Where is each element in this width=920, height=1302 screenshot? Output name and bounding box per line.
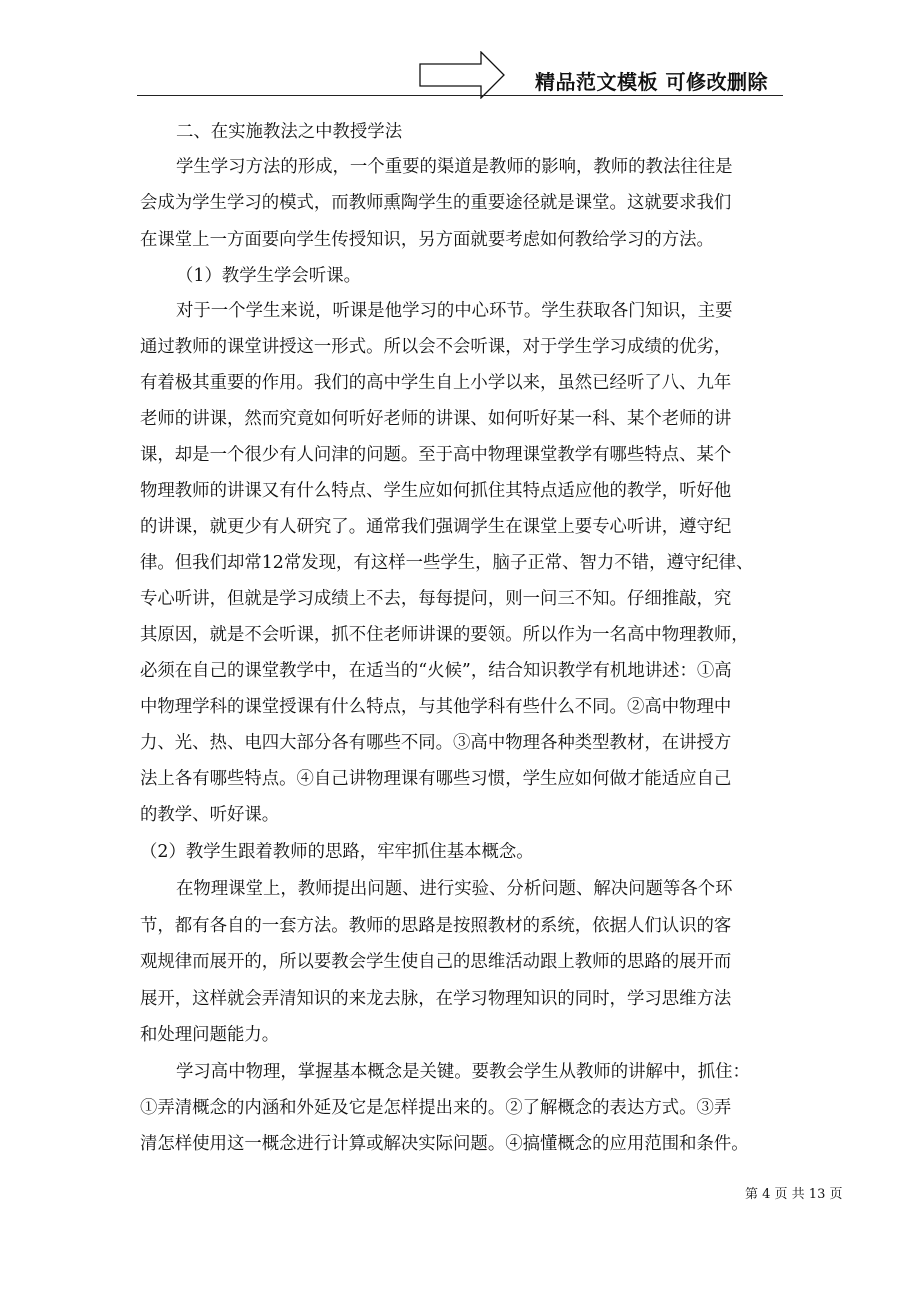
header-title: 精品范文模板 可修改删除 — [535, 70, 768, 94]
sub-heading-2: （2）教学生跟着教师的思路，牢牢抓住基本概念。 — [140, 842, 534, 862]
paragraph-line: 法上各有哪些特点。④自己讲物理课有哪些习惯，学生应如何做才能适应自己 — [140, 769, 732, 789]
paragraph-line: 的讲课，就更少有人研究了。通常我们强调学生在课堂上要专心听讲，遵守纪 — [140, 517, 732, 537]
paragraph-line: 专心听讲，但就是学习成绩上不去，每每提问，则一问三不知。仔细推敲，究 — [140, 589, 732, 609]
sub-heading-1: （1）教学生学会听课。 — [176, 266, 361, 286]
paragraph-line: 学习高中物理，掌握基本概念是关键。要教会学生从教师的讲解中，抓住： — [176, 1062, 750, 1082]
paragraph-line: 律。但我们却常12常发现，有这样一些学生，脑子正常、智力不错，遵守纪律、 — [140, 553, 754, 573]
paragraph-line: 观规律而展开的，所以要教会学生使自己的思维活动跟上教师的思路的展开而 — [140, 952, 732, 972]
paragraph-line: 力、光、热、电四大部分各有哪些不同。③高中物理各种类型教材，在讲授方 — [140, 733, 732, 753]
paragraph-line: 清怎样使用这一概念进行计算或解决实际问题。④搞懂概念的应用范围和条件。 — [140, 1134, 749, 1154]
paragraph-line: 其原因，就是不会听课，抓不住老师讲课的要领。所以作为一名高中物理教师， — [140, 625, 749, 645]
paragraph-line: 学生学习方法的形成，一个重要的渠道是教师的影响，教师的教法往往是 — [176, 157, 733, 177]
paragraph-line: 老师的讲课，然而究竟如何听好老师的讲课、如何听好某一科、某个老师的讲 — [140, 409, 732, 429]
paragraph-line: 中物理学科的课堂授课有什么特点，与其他学科有些什么不同。②高中物理中 — [140, 697, 732, 717]
paragraph-line: 物理教师的讲课又有什么特点、学生应如何抓住其特点适应他的教学，听好他 — [140, 481, 732, 501]
paragraph-line: 有着极其重要的作用。我们的高中学生自上小学以来，虽然已经听了八、九年 — [140, 373, 732, 393]
page-number: 第 4 页 共 13 页 — [745, 1187, 843, 1202]
section-heading: 二、在实施教法之中教授学法 — [176, 122, 403, 142]
paragraph-line: 和处理问题能力。 — [140, 1025, 280, 1045]
paragraph-line: 会成为学生学习的模式，而教师熏陶学生的重要途径就是课堂。这就要求我们 — [140, 193, 732, 213]
paragraph-line: 的教学、听好课。 — [140, 805, 280, 825]
paragraph-line: 展开，这样就会弄清知识的来龙去脉，在学习物理知识的同时，学习思维方法 — [140, 989, 732, 1009]
header-divider — [137, 95, 783, 96]
paragraph-line: 在课堂上一方面要向学生传授知识，另方面就要考虑如何教给学习的方法。 — [140, 230, 714, 250]
paragraph-line: 必须在自己的课堂教学中，在适当的“火候”，结合知识教学有机地讲述：①高 — [140, 661, 732, 681]
arrow-icon — [419, 51, 505, 99]
paragraph-line: 节，都有各自的一套方法。教师的思路是按照教材的系统，依据人们认识的客 — [140, 916, 732, 936]
paragraph-line: 在物理课堂上，教师提出问题、进行实验、分析问题、解决问题等各个环 — [176, 879, 733, 899]
paragraph-line: 对于一个学生来说，听课是他学习的中心环节。学生获取各门知识，主要 — [176, 301, 733, 321]
paragraph-line: 通过教师的课堂讲授这一形式。所以会不会听课，对于学生学习成绩的优劣， — [140, 337, 732, 357]
paragraph-line: 课，却是一个很少有人问津的问题。至于高中物理课堂教学有哪些特点、某个 — [140, 445, 732, 465]
paragraph-line: ①弄清概念的内涵和外延及它是怎样提出来的。②了解概念的表达方式。③弄 — [140, 1098, 732, 1118]
